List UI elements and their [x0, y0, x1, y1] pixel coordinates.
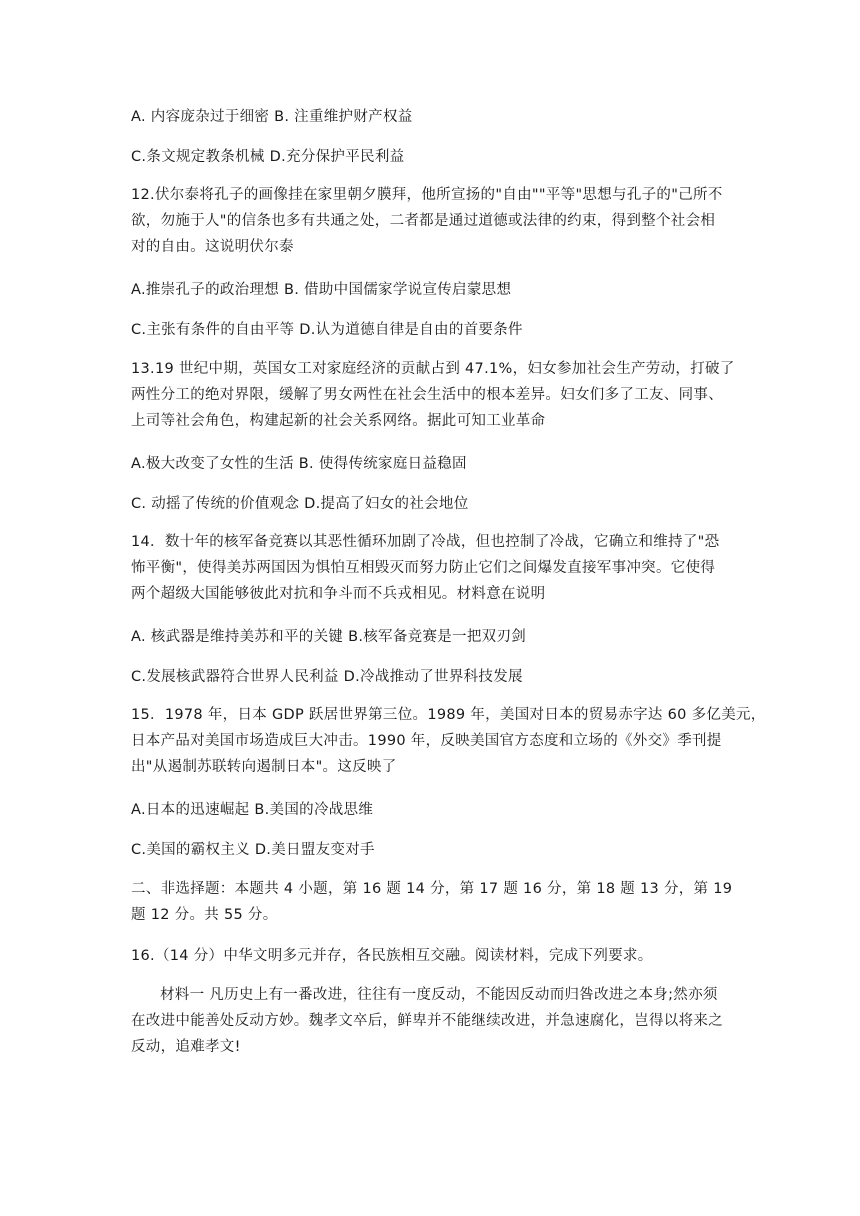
q13-options-ab: A.极大改变了女性的生活 B. 使得传统家庭日益稳固: [131, 456, 467, 472]
q12-options-cd: C.主张有条件的自由平等 D.认为道德自律是自由的首要条件: [131, 322, 523, 338]
section2-heading: [131, 876, 736, 928]
q11-options-ab: A. 内容庞杂过于细密 B. 注重维护财产权益: [131, 109, 413, 125]
q12-stem-line: 欲，勿施于人"的信条也多有共通之处，二者都是通过道德或法律的约束，得到整个社会相: [131, 213, 716, 229]
q12-stem: [131, 182, 736, 260]
q13-stem: [131, 356, 736, 434]
q14-stem: [131, 529, 736, 607]
section2-line: 题 12 分。共 55 分。: [131, 907, 278, 923]
q16-material1: [131, 982, 736, 1060]
material1-line: 反动，追难孝文!: [131, 1039, 241, 1055]
q14-options-ab: A. 核武器是维持美苏和平的关键 B.核军备竞赛是一把双刃剑: [131, 629, 527, 645]
material1-line: 材料一 凡历史上有一番改进，往往有一度反动，不能因反动而归咎改进之本身;然亦须: [160, 987, 718, 1003]
q15-stem: [131, 702, 766, 780]
q12-stem-line: 对的自由。这说明伏尔泰: [131, 239, 294, 255]
q15-options-ab: A.日本的迅速崛起 B.美国的冷战思维: [131, 802, 374, 818]
q14-stem-line: 两个超级大国能够彼此对抗和争斗而不兵戎相见。材料意在说明: [131, 586, 546, 602]
q13-stem-line: 两性分工的绝对界限，缓解了男女两性在社会生活中的根本差异。妇女们多了工友、同事、: [131, 387, 723, 403]
q15-stem-line: 日本产品对美国市场造成巨大冲击。1990 年，反映美国官方态度和立场的《外交》季刊提: [131, 733, 722, 749]
q11-options-cd: C.条文规定教条机械 D.充分保护平民利益: [131, 149, 405, 165]
q14-stem-line: 14．数十年的核军备竞赛以其恶性循环加剧了冷战，但也控制了冷战，它确立和维持了"恐: [131, 534, 720, 550]
q14-stem-line: 怖平衡"，使得美苏两国因为惧怕互相毁灭而努力防止它们之间爆发直接军事冲突。它使得: [131, 560, 716, 576]
q15-stem-line: 15．1978 年，日本 GDP 跃居世界第三位。1989 年，美国对日本的贸易赤字达 60 多亿美元，: [131, 707, 766, 723]
q12-stem-line: 12.伏尔泰将孔子的画像挂在家里朝夕膜拜，他所宣扬的"自由""平等"思想与孔子的"己所不: [131, 187, 723, 203]
q15-options-cd: C.美国的霸权主义 D.美日盟友变对手: [131, 842, 375, 858]
section2-line: 二、非选择题：本题共 4 小题，第 16 题 14 分，第 17 题 16 分，第 18 题 13 分，第 19: [131, 881, 733, 897]
q12-options-ab: A.推崇孔子的政治理想 B. 借助中国儒家学说宣传启蒙思想: [131, 282, 512, 298]
q15-stem-line: 出"从遏制苏联转向遏制日本"。这反映了: [131, 759, 397, 775]
q16-stem: 16.（14 分）中华文明多元并存，各民族相互交融。阅读材料，完成下列要求。: [131, 948, 653, 964]
q13-stem-line: 13.19 世纪中期，英国女工对家庭经济的贡献占到 47.1%，妇女参加社会生产劳动，打破了: [131, 361, 735, 377]
q13-options-cd: C. 动摇了传统的价值观念 D.提高了妇女的社会地位: [131, 496, 469, 512]
q14-options-cd: C.发展核武器符合世界人民利益 D.冷战推动了世界科技发展: [131, 669, 523, 685]
q13-stem-line: 上司等社会角色，构建起新的社会关系网络。据此可知工业革命: [131, 413, 546, 429]
material1-line: 在改进中能善处反动方妙。魏孝文卒后，鲜卑并不能继续改进，并急速腐化，岂得以将来之: [131, 1013, 723, 1029]
